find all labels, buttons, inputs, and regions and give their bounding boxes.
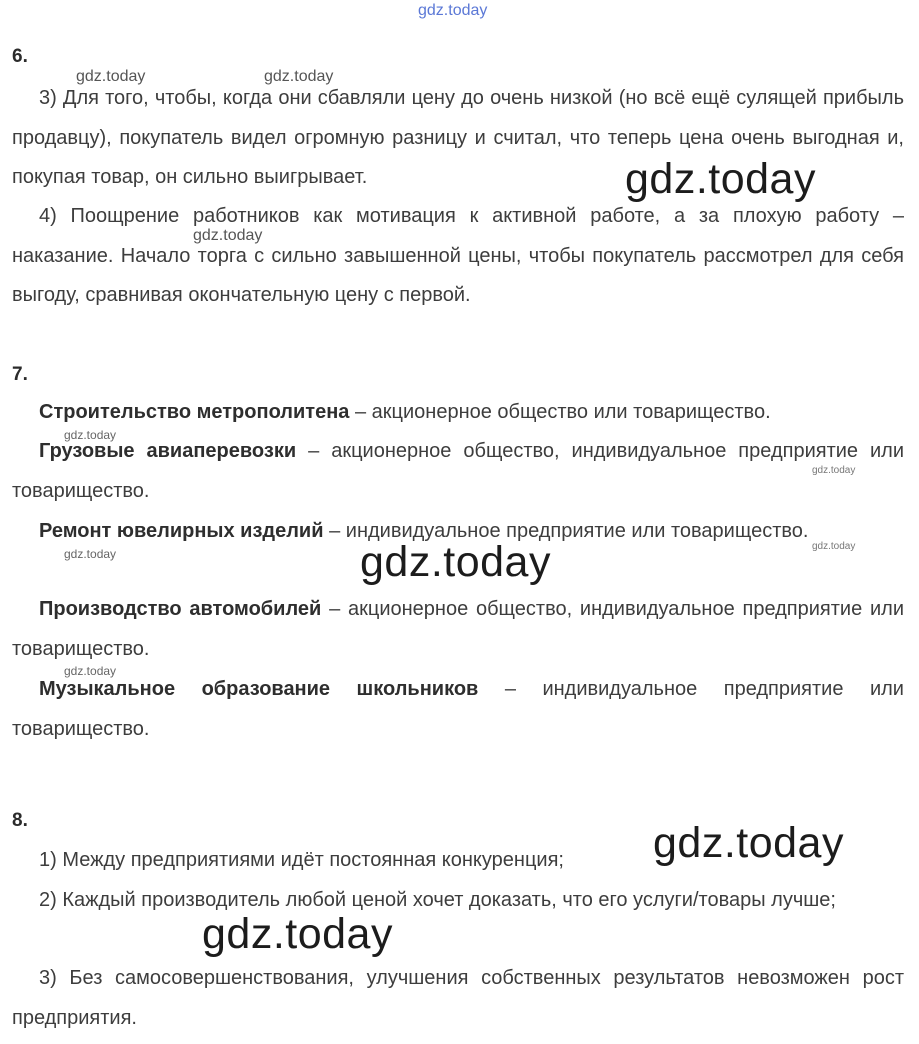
item-text: – индивидуальное предприятие или товарищество.: [323, 520, 809, 542]
section-7-item-1: [12, 393, 904, 433]
section-8-paragraph-3: 3) Без самосовершенствования, улучшения собственных результатов невозможен рост предприятия.: [12, 967, 904, 1029]
watermark-large: gdz.today: [202, 910, 393, 958]
item-text: – акционерное общество, индивидуальное предприятие или товарищество.: [12, 440, 905, 502]
section-number-7: 7.: [12, 364, 28, 385]
watermark-large: gdz.today: [653, 819, 844, 867]
watermark-tiny: gdz.today: [812, 541, 856, 552]
watermark-small: gdz.today: [264, 68, 334, 85]
watermark-large: gdz.today: [360, 538, 551, 586]
item-term: Производство автомобилей: [39, 598, 322, 620]
watermark-tiny: gdz.today: [812, 465, 856, 476]
watermark-small: gdz.today: [64, 428, 117, 442]
watermark-small: gdz.today: [193, 227, 263, 244]
watermark-large: gdz.today: [625, 155, 816, 203]
item-text: – акционерное общество, индивидуальное предприятие или товарищество.: [12, 598, 905, 660]
item-text: – акционерное общество или товарищество.: [349, 401, 771, 423]
section-number-6: 6.: [12, 46, 28, 67]
item-term: Ремонт ювелирных изделий: [39, 520, 324, 542]
section-7-item-4: [12, 590, 904, 669]
section-7-item-2: [12, 432, 904, 511]
watermark-small: gdz.today: [64, 547, 117, 561]
item-text: – индивидуальное предприятие или товарищество.: [12, 678, 904, 740]
watermark-top: gdz.today: [418, 2, 488, 19]
section-8-paragraph-1: 1) Между предприятиями идёт постоянная конкуренция;: [39, 849, 564, 871]
section-6-paragraph-2: 4) Поощрение работников как мотивация к активной работе, а за плохую работу – наказание. Начало торга с сильно завышенной цены, чтобы покупатель рассмотрел для себя выгоду, сравнивая окончательную цену с первой.: [12, 205, 904, 306]
section-number-8: 8.: [12, 810, 28, 831]
watermark-small: gdz.today: [76, 68, 146, 85]
section-6-paragraph-1: 3) Для того, чтобы, когда они сбавляли цену до очень низкой (но всё ещё сулящей прибыль продавцу), покупатель видел огромную разницу и считал, что теперь цена очень выгодная и, покупая товар, он сильно выигрывает.: [12, 87, 904, 188]
item-term: Строительство метрополитена: [39, 401, 350, 423]
item-term: Музыкальное образование школьников: [39, 678, 479, 700]
watermark-small: gdz.today: [64, 664, 117, 678]
item-term: Грузовые авиаперевозки: [39, 440, 297, 462]
section-8-paragraph-2: 2) Каждый производитель любой ценой хочет доказать, что его услуги/товары лучше;: [39, 889, 836, 911]
section-7-item-5: [12, 670, 904, 749]
